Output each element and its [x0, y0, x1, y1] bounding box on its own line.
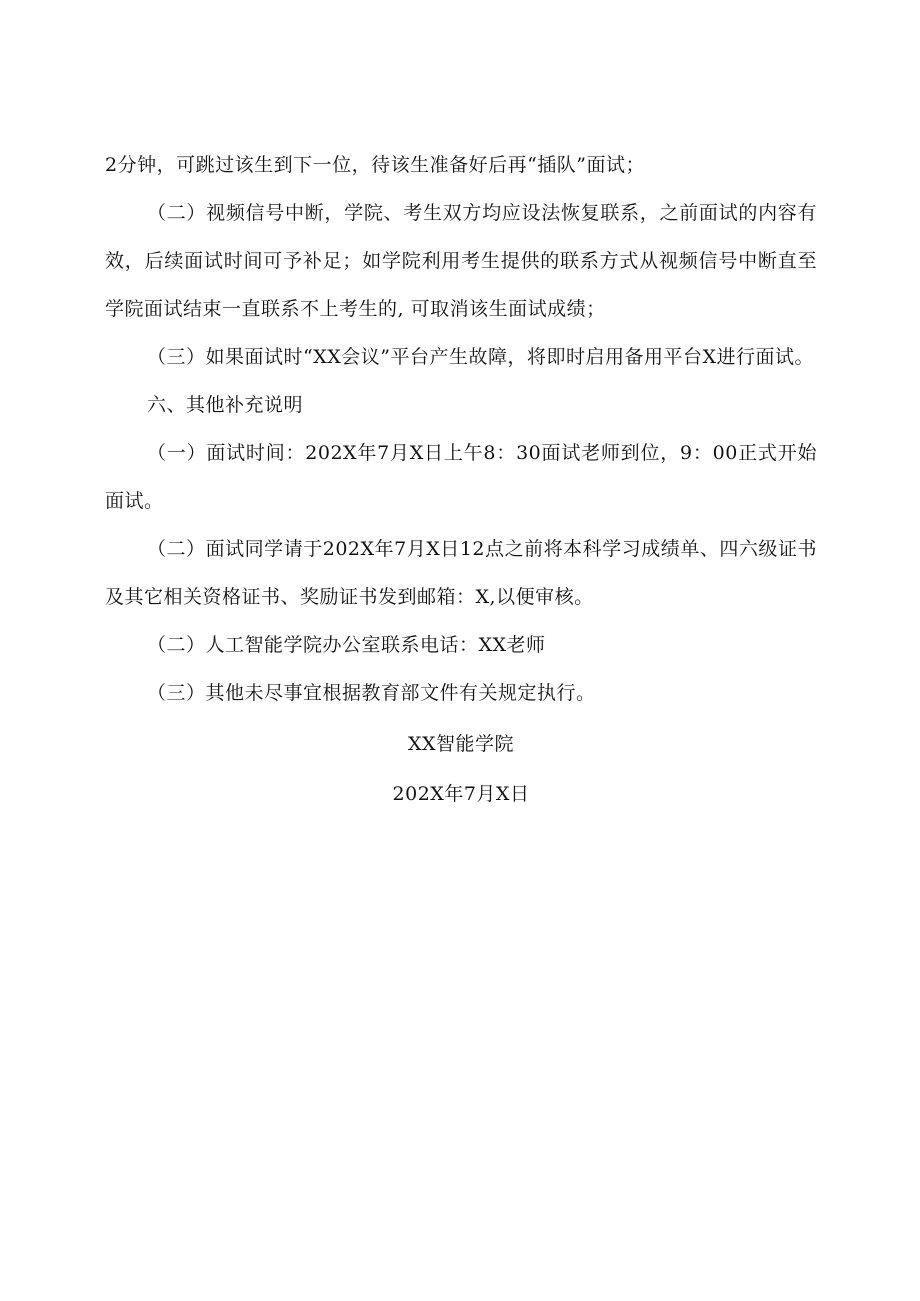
section-heading: 六、其他补充说明 [147, 394, 304, 416]
supplement-item-contact: （二）人工智能学院办公室联系电话：XX老师 [147, 634, 546, 656]
signature-date: 202X年7月X日 [392, 783, 530, 805]
supplement-item-interview-time: （一）面试时间：202X年7月X日上午8：30面试老师到位，9：00正式开始面试。 [105, 442, 817, 512]
signature-organization: XX智能学院 [407, 733, 515, 755]
supplement-item-other: （三）其他未尽事宜根据教育部文件有关规定执行。 [147, 682, 596, 704]
paragraph-continuation: 2分钟，可跳过该生到下一位，待该生准备好后再“插队”面试； [105, 154, 646, 176]
paragraph-video-signal: （二）视频信号中断，学院、考生双方均应设法恢复联系，之前面试的内容有效，后续面试时间可予补足；如学院利用考生提供的联系方式从视频信号中断直至学院面试结束一直联系不上考生的, 可取消该生面试成绩； [105, 202, 817, 320]
supplement-item-documents: （二）面试同学请于202X年7月X日12点之前将本科学习成绩单、四六级证书及其它相关资格证书、奖励证书发到邮箱：X,以便审核。 [105, 538, 817, 608]
paragraph-platform-failure: （三）如果面试时“XX会议”平台产生故障，将即时启用备用平台X进行面试。 [147, 346, 815, 368]
document-body [105, 141, 817, 818]
